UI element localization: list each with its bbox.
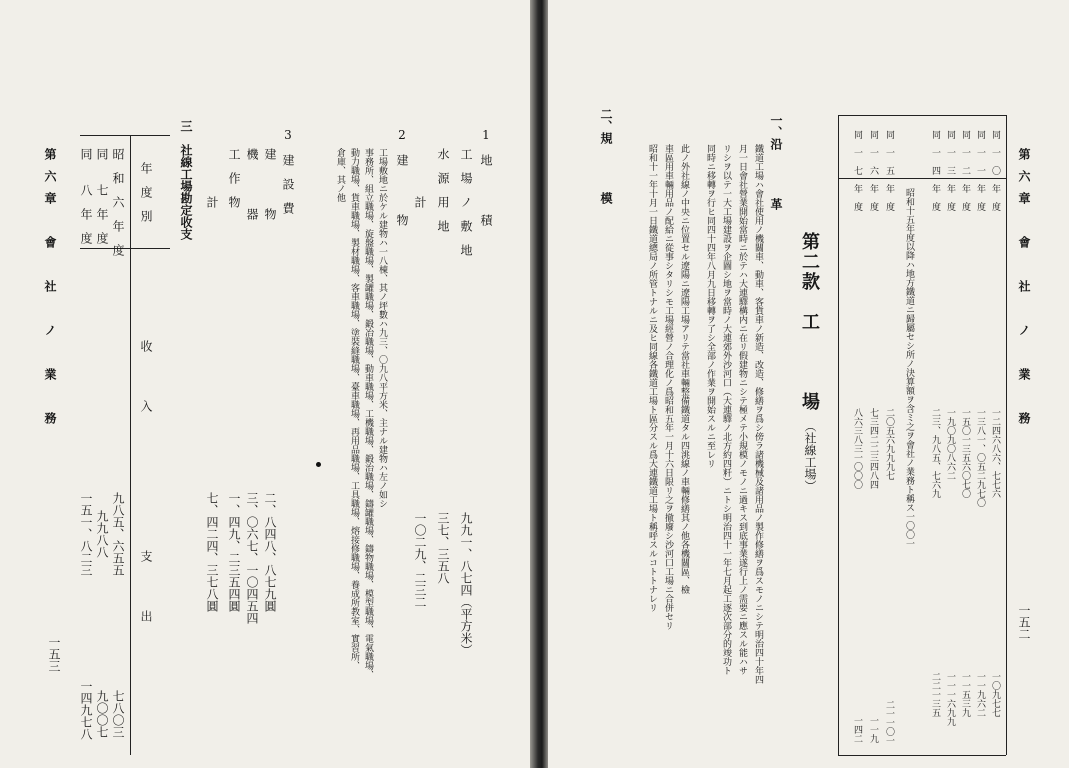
item-value: 三七、三五八	[436, 512, 450, 584]
ink-dot	[316, 462, 321, 467]
left-running-header: 第六章 會 社 ノ 業 務	[43, 148, 57, 434]
item-value: 三、〇六七、一〇四五四	[245, 492, 259, 624]
table-row-value: 一四二	[852, 716, 862, 743]
table-row-value: 二三、九八五、七六九	[930, 408, 940, 498]
header-year: 年 度 別	[139, 162, 153, 222]
right-page-number: 一五二	[1017, 604, 1031, 640]
body-text-line: リシヲ以テ一大工場建設ヲ企圖シ地ヲ當時ノ大連郊外沙河口（大連驛ノ北方約四粁）ニトシ明治四十一年七月起工逐次部分的竣功ト	[721, 144, 731, 675]
income-section-heading: 三 社線工場勘定收支	[179, 120, 193, 240]
table-row-value: 二二一三五	[930, 672, 940, 717]
table-row-year: 同 一 一 年 度	[975, 130, 985, 211]
section-heading: 一、沿 革	[769, 114, 783, 210]
body-text-line: 此ノ外社線ノ中央ニ位置セル遼陽ニ遼陽工場アリテ當社車輛整備鐵道タル四洮線ノ車輛修繕其ノ他各機關區、檢	[679, 144, 689, 594]
table-row-income: 九九八八	[95, 510, 109, 558]
item-label: 計	[205, 196, 219, 208]
right-page	[548, 0, 1069, 768]
table-row-value: 一三八一、〇五二九七〇	[975, 408, 985, 507]
item-value: 九九一、八七四（平方米）	[459, 512, 473, 656]
item-label: 計	[413, 196, 427, 208]
section-heading: 3 建 設 費	[281, 128, 295, 214]
table-row-year: 同 一 六 年 度	[868, 130, 878, 211]
body-text-line: 車區用車輛用品ノ配給ニ從事シタリシモ工場經營ノ合理化ノ爲昭和五年一月十六日限リ之ヲ撤廢シ沙河口工場ニ合併セリ	[663, 144, 673, 630]
left-page-number: 一五三	[47, 636, 61, 672]
table-row-year: 同 八 年 度	[79, 148, 93, 244]
section-heading: 1 地 積	[479, 128, 493, 226]
body-text-line: 月一日會社營業開始當時ニ於テハ大連驛構内ニ在リ假建物ニシテ極メテ小規模ノモノニ過キス到底事業遂行上ノ需要ニ應スル能ハサ	[737, 144, 747, 675]
table-row-income: 九八五、六五五	[111, 492, 125, 576]
item-value: 二、八四八、八七九圓	[263, 492, 277, 612]
body-text-line: 同時ニ移轉ヲ行ヒ同四十四年八月九日移轉ヲ了シ全部ノ作業ヲ開始スルニ至レリ	[705, 144, 715, 468]
table-row-value: 一九〇九〇八六二	[945, 408, 955, 480]
table-row-year: 同 一 三 年 度	[945, 130, 955, 211]
section-heading: 二、規 模	[599, 108, 613, 204]
table-row-expense: 九〇〇七	[95, 690, 109, 738]
chapter-title: 第二款 工 場	[799, 232, 820, 412]
book-gutter	[530, 0, 550, 768]
table-row-value: 七三四二二三四八四	[868, 408, 878, 489]
header-expense: 支 出	[139, 550, 153, 622]
left-page	[0, 0, 532, 768]
body-text-line: 事務所、組立職場、旋盤職場、製罐職場、鍛冶職場、動車職場、工機職場、鍛治職場、鑄罐職場、鑄物職場、模型職場、電氣職場、	[363, 148, 373, 679]
table-row-value: 一一一六九九	[945, 672, 955, 726]
table-row-value: 一〇九七七	[990, 672, 1000, 717]
item-value: 七、四二四、三七八圓	[205, 492, 219, 612]
table-row-year: 同 一 四 年 度	[930, 130, 940, 211]
table-row-value: 八六三八三一〇〇〇	[852, 408, 862, 489]
table-note: 昭和十五年度以降ハ地方鐵道ニ歸屬セシ所ノ決算額ヲ含ミ之ヲ會社ノ業務ト稱ス一〇〇一	[904, 188, 914, 548]
table-row-income: 一五一、八二三	[79, 492, 93, 576]
table-row-year: 同 一 二 年 度	[960, 130, 970, 211]
body-text-line: 工場敷地ニ於ケル建物ハ一八棟、其ノ坪數ハ九三、〇九八平方米、主ナル建物ハ左ノ如シ	[377, 148, 387, 508]
body-text-line: 動力職場、貨車職場、製材職場、客車職場、塗裝縫職場、臺車職場、再用品職場、工具職場、熔接修職場、養成所教室、實習所、	[349, 148, 359, 670]
body-text-line: 鐵道工場ハ會社使用ノ機關車、動車、客貨車ノ新造、改造、修繕ヲ爲シ傍ラ諸機械及諸用品ノ製作修繕ヲ爲スモノニシテ明治四十年四	[753, 144, 763, 684]
table-row-year: 同 一 〇 年 度	[990, 130, 1000, 211]
table-row-year: 同 七 年 度	[95, 148, 109, 244]
table-row-value: 一二四六八六、七七六	[990, 408, 1000, 498]
table-row-value: 一一九六二	[975, 672, 985, 717]
table-row-year: 同 一 七 年 度	[852, 130, 862, 211]
header-income: 收 入	[139, 340, 153, 412]
body-text-line: 昭和十一年十月一日鐵道總局ノ所管トナルニ及ヒ同線各鐵道工場ト區分スル爲大連鐵道工場ト稱呼スルコトトナレリ	[647, 144, 657, 612]
table-row-value: 二〇五六九九九七	[884, 408, 894, 480]
item-label: 水 源 用 地	[436, 148, 450, 232]
table-row-expense: 七八〇三	[111, 690, 125, 738]
table-row-expense: 一四九七八	[79, 680, 93, 740]
item-label: 機 器	[245, 148, 259, 220]
item-label: 工 場 ノ 敷 地	[459, 148, 473, 256]
item-value: 一、四九、二三五四圓	[227, 492, 241, 612]
right-running-header: 第六章 會 社 ノ 業 務	[1017, 148, 1031, 434]
table-row-year: 昭 和 六 年 度	[111, 148, 125, 256]
section-heading: 2 建 物	[395, 128, 409, 226]
item-label: 建 物	[263, 148, 277, 220]
table-row-value: 一一九	[868, 716, 878, 743]
item-label: 工 作 物	[227, 148, 241, 208]
body-text-line: 倉庫、其ノ他	[335, 148, 345, 202]
table-row-value: 二一一〇一	[884, 700, 894, 745]
chapter-subtitle: （社線工場）	[803, 420, 817, 492]
table-row-value: 一一五三九	[960, 672, 970, 717]
table-row-year: 同 一 五 年 度	[884, 130, 894, 211]
item-value: 一〇二九、二三二	[413, 512, 427, 608]
table-row-value: 一五〇一三五六〇七〇	[960, 408, 970, 498]
